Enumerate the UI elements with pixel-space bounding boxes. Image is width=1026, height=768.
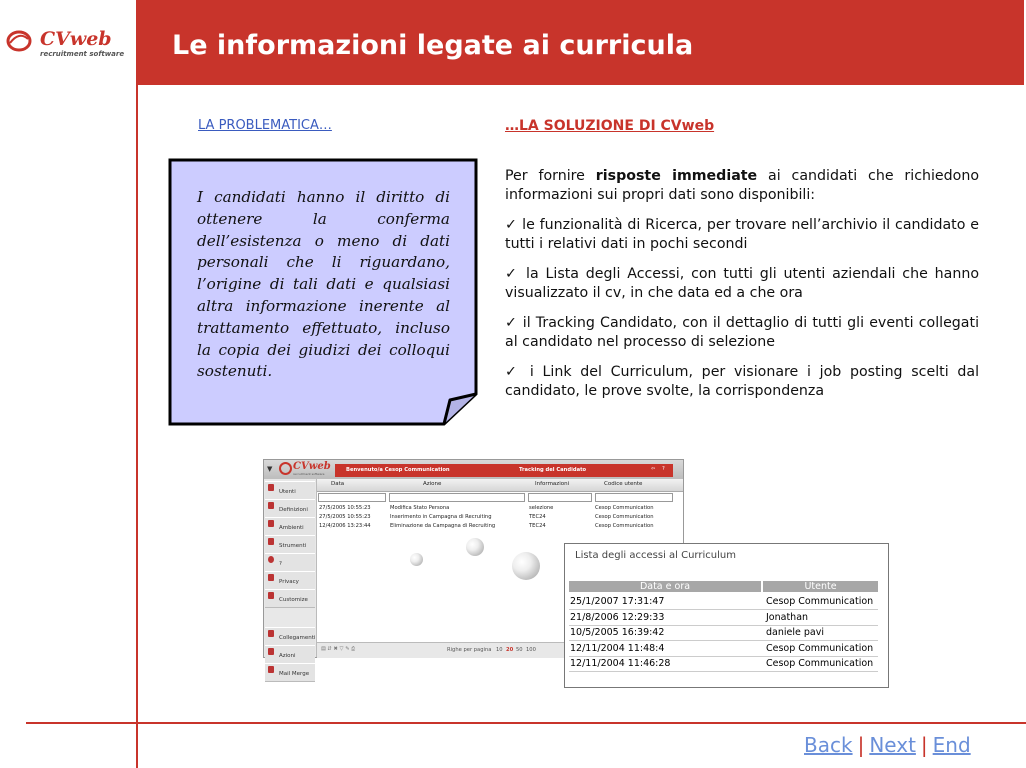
privacy-icon [268, 574, 274, 581]
cell: Cesop Communication [595, 523, 654, 529]
decorative-sphere [512, 552, 540, 580]
slide-navigation [804, 733, 971, 757]
app-sidebar [264, 479, 317, 677]
back-link[interactable]: Back [804, 733, 853, 757]
sidebar-label: Strumenti [279, 543, 307, 549]
bullet-item [505, 363, 979, 401]
rows-per-page-label: Righe per pagina [447, 647, 492, 653]
cell: 27/5/2005 10:55:23 [319, 505, 371, 511]
cell-date: 21/8/2006 12:29:33 [570, 612, 665, 623]
app-logo-icon [279, 462, 292, 475]
menu-arrow-icon: ▼ [267, 465, 273, 473]
sidebar-item-utenti[interactable] [265, 481, 315, 500]
access-list-panel [564, 543, 889, 688]
sidebar-item-definizioni[interactable] [265, 499, 315, 518]
decorative-sphere [466, 538, 484, 556]
table-row [569, 594, 878, 610]
logo-swirl-icon [6, 29, 32, 53]
note-text: I candidati hanno il diritto di ottenere la conferma dell’esistenza o meno di dati personali che li riguardano, l’origine di tali dati e qualsiasi altra informazione inerente al trattamento effettuato, incluso la copia dei giudizi dei colloqui sostenuti. [197, 188, 450, 381]
logo-tagline: recruitment software [40, 50, 125, 58]
logo-brand: CVweb [40, 28, 112, 50]
sidebar-item-help[interactable] [265, 553, 315, 572]
sidebar-label: Utenti [279, 489, 296, 495]
help-circle-icon [268, 556, 274, 563]
cell: 12/4/2006 13:23:44 [319, 523, 371, 529]
decorative-sphere [410, 553, 423, 566]
cell-user: Cesop Communication [766, 643, 874, 654]
cell: Cesop Communication [595, 514, 654, 520]
filter-codice-select[interactable] [595, 493, 673, 502]
cell-user: daniele pavi [766, 627, 824, 638]
divider-vertical [136, 85, 138, 768]
check-icon: ✓ [505, 364, 522, 380]
filter-informazioni-select[interactable] [528, 493, 592, 502]
sidebar-label: Customize [279, 597, 308, 603]
filter-azione-select[interactable] [389, 493, 525, 502]
check-icon: ✓ [505, 266, 520, 282]
app-header-bar [335, 464, 673, 477]
app-logo-sub: recruitment software [293, 472, 325, 476]
bullet-text: le funzionalità di Ricerca, per trovare nell’archivio il candidato e tutti i relativi dati in pochi secondi [505, 217, 979, 252]
user-icon [268, 484, 274, 491]
app-logo: CVweb [293, 461, 331, 472]
cell-user: Cesop Communication [766, 596, 874, 607]
mail-icon [268, 666, 274, 673]
cell-user: Cesop Communication [766, 658, 874, 669]
col-informazioni[interactable]: Informazioni [535, 481, 570, 487]
divider-horizontal [26, 722, 1026, 724]
check-icon: ✓ [505, 315, 518, 331]
back-arrow-icon[interactable]: ⇦ [651, 466, 656, 472]
help-icon[interactable]: ? [662, 466, 665, 472]
bullet-text: i Link del Curriculum, per visionare i job posting scelti dal candidato, le prove svolte, la corrispondenza [505, 364, 980, 399]
cell: TEC24 [529, 523, 546, 529]
sidebar-item-mail-merge[interactable] [265, 663, 315, 682]
bullet-item [505, 265, 979, 303]
bullet-item [505, 216, 979, 254]
sidebar-label: Mail Merge [279, 671, 310, 677]
rows-option[interactable]: 10 [496, 647, 503, 653]
cell: Eliminazione da Campagna di Recruiting [390, 523, 496, 529]
bullet-text: la Lista degli Accessi, con tutti gli utenti aziendali che hanno visualizzato il cv, in che data ed a che ora [505, 266, 979, 301]
cell: 27/5/2005 10:55:23 [319, 514, 371, 520]
toolbar-icons[interactable]: ▤ ⇵ ✖ ▽ ✎ ⎙ [321, 646, 356, 652]
cell-date: 25/1/2007 17:31:47 [570, 596, 665, 607]
page-title: Le informazioni legate ai curricula [172, 30, 694, 61]
table-row [569, 625, 878, 641]
definitions-icon [268, 502, 274, 509]
sidebar-item-collegamenti[interactable] [265, 627, 315, 646]
app-column-headers [317, 479, 683, 492]
cell-date: 10/5/2005 16:39:42 [570, 627, 665, 638]
sidebar-label: Definizioni [279, 507, 308, 513]
cell-date: 12/11/2004 11:48:4 [570, 643, 665, 654]
sidebar-item-strumenti[interactable] [265, 535, 315, 554]
cell-user: Jonathan [766, 612, 809, 623]
col-data[interactable]: Data [331, 481, 345, 487]
intro-bold: risposte immediate [595, 168, 758, 184]
header-data-e-ora[interactable]: Data e ora [569, 581, 761, 592]
sidebar-label: Azioni [279, 653, 296, 659]
table-row [569, 610, 878, 626]
welcome-text: Benvenuto/a Cesop Communication [346, 467, 450, 473]
sidebar-label: Collegamenti [279, 635, 316, 641]
header-utente[interactable]: Utente [763, 581, 878, 592]
bullet-item [505, 314, 979, 352]
bullet-text: il Tracking Candidato, con il dettaglio di tutti gli eventi collegati al candidato nel processo di selezione [505, 315, 980, 350]
cell: TEC24 [529, 514, 546, 520]
intro-post: ai candidati che richiedono informazioni sui propri dati sono disponibili: [505, 168, 980, 203]
sidebar-label: Ambienti [279, 525, 304, 531]
col-codice-utente[interactable]: Codice utente [604, 481, 643, 487]
end-link[interactable]: End [932, 733, 971, 757]
nav-separator: | [920, 733, 928, 757]
cell-date: 12/11/2004 11:46:28 [570, 658, 671, 669]
links-icon [268, 630, 274, 637]
problem-heading-link[interactable]: LA PROBLEMATICA… [198, 118, 332, 133]
logo-area [0, 0, 136, 85]
environment-icon [268, 520, 274, 527]
intro-paragraph [505, 167, 979, 205]
actions-icon [268, 648, 274, 655]
next-link[interactable]: Next [869, 733, 916, 757]
rows-option[interactable]: 100 [526, 647, 536, 653]
rows-option[interactable]: 50 [516, 647, 523, 653]
module-title: Tracking del Candidato [519, 467, 587, 473]
cell: selezione [529, 505, 554, 511]
intro-pre: Per fornire [505, 168, 596, 184]
sidebar-item-ambienti[interactable] [265, 517, 315, 536]
solution-text [505, 167, 979, 412]
filter-data-input[interactable] [318, 493, 386, 502]
col-azione[interactable]: Azione [423, 481, 442, 487]
solution-heading-link[interactable]: …LA SOLUZIONE DI CVweb [505, 118, 715, 134]
cell: Modifica Stato Persona [390, 505, 450, 511]
sidebar-label: ? [279, 561, 282, 567]
table-row [569, 656, 878, 672]
rows-option-selected[interactable]: 20 [506, 647, 514, 653]
nav-separator: | [857, 733, 865, 757]
sidebar-label: Privacy [279, 579, 299, 585]
cell: Inserimento in Campagna di Recruiting [390, 514, 492, 520]
tools-icon [268, 538, 274, 545]
sidebar-item-customize[interactable] [265, 589, 315, 608]
sidebar-item-privacy[interactable] [265, 571, 315, 590]
access-list-title: Lista degli accessi al Curriculum [575, 550, 736, 561]
table-row [569, 641, 878, 657]
sidebar-item-azioni[interactable] [265, 645, 315, 664]
customize-icon [268, 592, 274, 599]
check-icon: ✓ [505, 217, 518, 233]
cell: Cesop Communication [595, 505, 654, 511]
